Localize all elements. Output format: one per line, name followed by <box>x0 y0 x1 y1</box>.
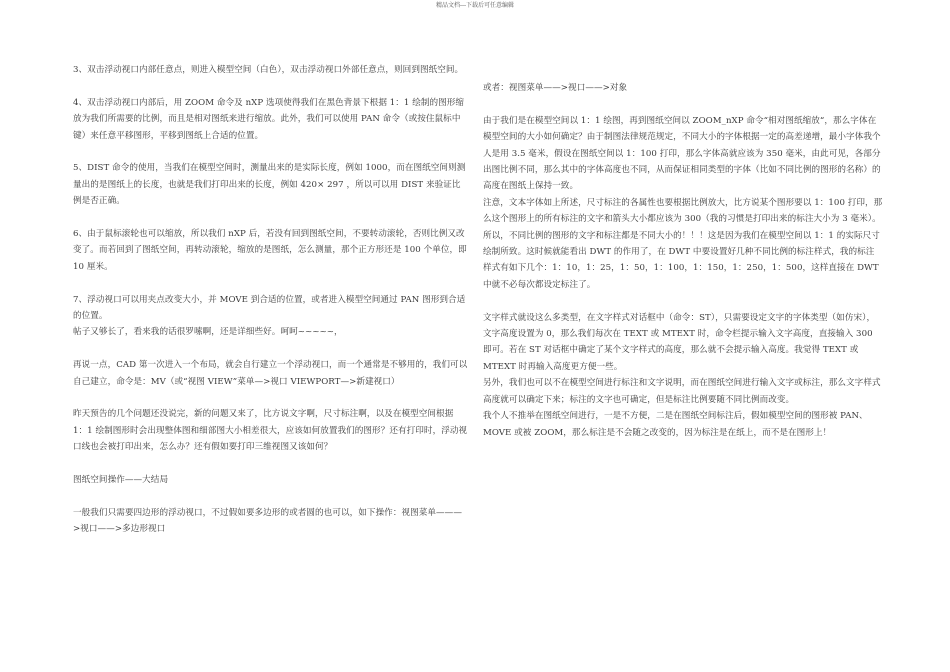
spacer <box>73 456 468 472</box>
page-header: 精品文档---下载后可任意编辑 <box>435 2 515 9</box>
right-column <box>483 80 887 441</box>
spacer <box>73 210 468 226</box>
paragraph: 4、双击浮动视口内部后，用 ZOOM 命令及 nXP 选项使得我们在黑色背景下根据 1：1 绘制的图形缩放为我们所需要的比例，而且是相对图纸来进行缩放。此外，我们可以使用 PAN 命令（或按住鼠标中键）来任意平移图形，平移到图纸上合适的位置。 <box>73 97 465 141</box>
paragraph: 3、双击浮动视口内部任意点，则进入模型空间（白色），双击浮动视口外部任意点，则回到图纸空间。 <box>73 65 464 75</box>
paragraph: 由于我们是在模型空间以 1：1 绘图，再到图纸空间以 ZOOM_nXP 命令“相对图纸缩放“，那么字体在模型空间的大小如何确定？由于制图法律规范规定，不同大小的字体根据一定的高差递增，最小字体我个人是用 3.5 毫米，假设在图纸空间以 1：100 打印，那么字体高就应该为 350 毫米，由此可见，各部分出图比例不同，那么其中的字体高度也不同，从而保证相同类型的字体（比如不同比例的图形的名称）的高度在图纸上保持一致。 <box>483 115 881 192</box>
paragraph: 文字样式就设这么多类型，在文字样式对话框中（命令：ST），只需要设定文字的字体类型（如仿宋），文字高度设置为 0，那么我们每次在 TEXT 或 MTEXT 时，命令栏提示输入文字高度，直接输入 300 即可。若在 ST 对话框中确定了某个文字样式的高度，那么就不会提示输入高度。我觉得 TEXT 或 MTEXT 时再输入高度更方便一些。 <box>483 312 876 372</box>
spacer <box>73 78 468 94</box>
paragraph: 注意，文本字体如上所述，尺寸标注的各属性也要根据比例放大，比方说某个图形要以 1：100 打印，那么这个图形上的所有标注的文字和箭头大小都应该为 300（我的习惯是打印出来的标注大小为 3 毫米）。 所以，不同比例的图形的文字和标注都是不同大小的！！！这是因为我们在模型空间以 1：1 的实际尺寸绘制所致。这时候就能看出 DWT 的作用了，在 DWT 中要设置好几种不同比例的标注样式，我的标注样式有如下几个：1：10，1：25，1：50，1：100，1：150，1：250，1：500，这样直接在 DWT 中就不必每次都设定标注了。 <box>483 197 887 290</box>
paragraph: 另外，我们也可以不在模型空间进行标注和文字说明，而在图纸空间进行输入文字或标注，那么文字样式高度就可以确定下来；标注的文字也可确定，但是标注比例要随不同比例而改变。 <box>483 378 881 405</box>
spacer <box>73 275 468 291</box>
paragraph: 一般我们只需要四边形的浮动视口，不过假如要多边形的或者圆的也可以，如下操作：视图菜单———>视口——>多边形视口 <box>73 507 462 535</box>
paragraph: 6、由于鼠标滚轮也可以缩放，所以我们 nXP 后，若没有回到图纸空间，不要转动滚轮，否则比例又改变了。而若回到了图纸空间，再转动滚轮，缩放的是图纸，怎么测量，那个正方形还是 100 个单位，即 10 厘米。 <box>73 229 470 272</box>
section-heading: 图纸空间操作——大结局 <box>73 475 169 486</box>
spacer <box>483 96 883 112</box>
paragraph: 我个人不推举在图纸空间进行，一是不方便，二是在图纸空间标注后，假如模型空间的图形被 PAN、MOVE 或被 ZOOM，那么标注是不会随之改变的，因为标注是在纸上，而不是在图形上！ <box>483 411 868 438</box>
paragraph: 5、DIST 命令的使用，当我们在模型空间时，测量出来的是实际长度，例如 1000，而在图纸空间则测量出的是图纸上的长度，也就是我们打印出来的长度，例如 420× 297 ，所以可以用 DIST 来验证比例是否正确。 <box>73 163 466 207</box>
left-column <box>73 62 468 538</box>
paragraph: 昨天预告的几个问题还没说完，新的问题又来了，比方说文字啊，尺寸标注啊，以及在模型空间根据 1：1 绘制图形时会出现整体图和细部图大小相差很大，应该如何放置我们的图形？还有打印时，浮动视口线也会被打印出来，怎么办？还有假如要打印三维视图又该如何？ <box>73 409 468 453</box>
spacer <box>73 341 468 357</box>
spacer <box>73 144 468 160</box>
paragraph: 7、浮动视口可以用夹点改变大小，并 MOVE 到合适的位置，或者进入模型空间通过 PAN 图形到合适的位置。 <box>73 294 466 322</box>
spacer <box>73 488 468 504</box>
spacer <box>483 293 883 309</box>
spacer <box>73 390 468 406</box>
paragraph: 或者：视图菜单——>视口——>对象 <box>483 83 628 93</box>
paragraph: 再说一点，CAD 第一次进入一个布局，就会自行建立一个浮动视口，而一个通常是不够用的，我们可以自己建立，命令是：MV（或“视图 VIEW”菜单—>视口 VIEWPORT—>新建视口） <box>73 360 468 387</box>
paragraph: 帖子又够长了，看来我的话很罗嗦啊，还是详细些好。呵呵~~~~~， <box>73 327 343 338</box>
